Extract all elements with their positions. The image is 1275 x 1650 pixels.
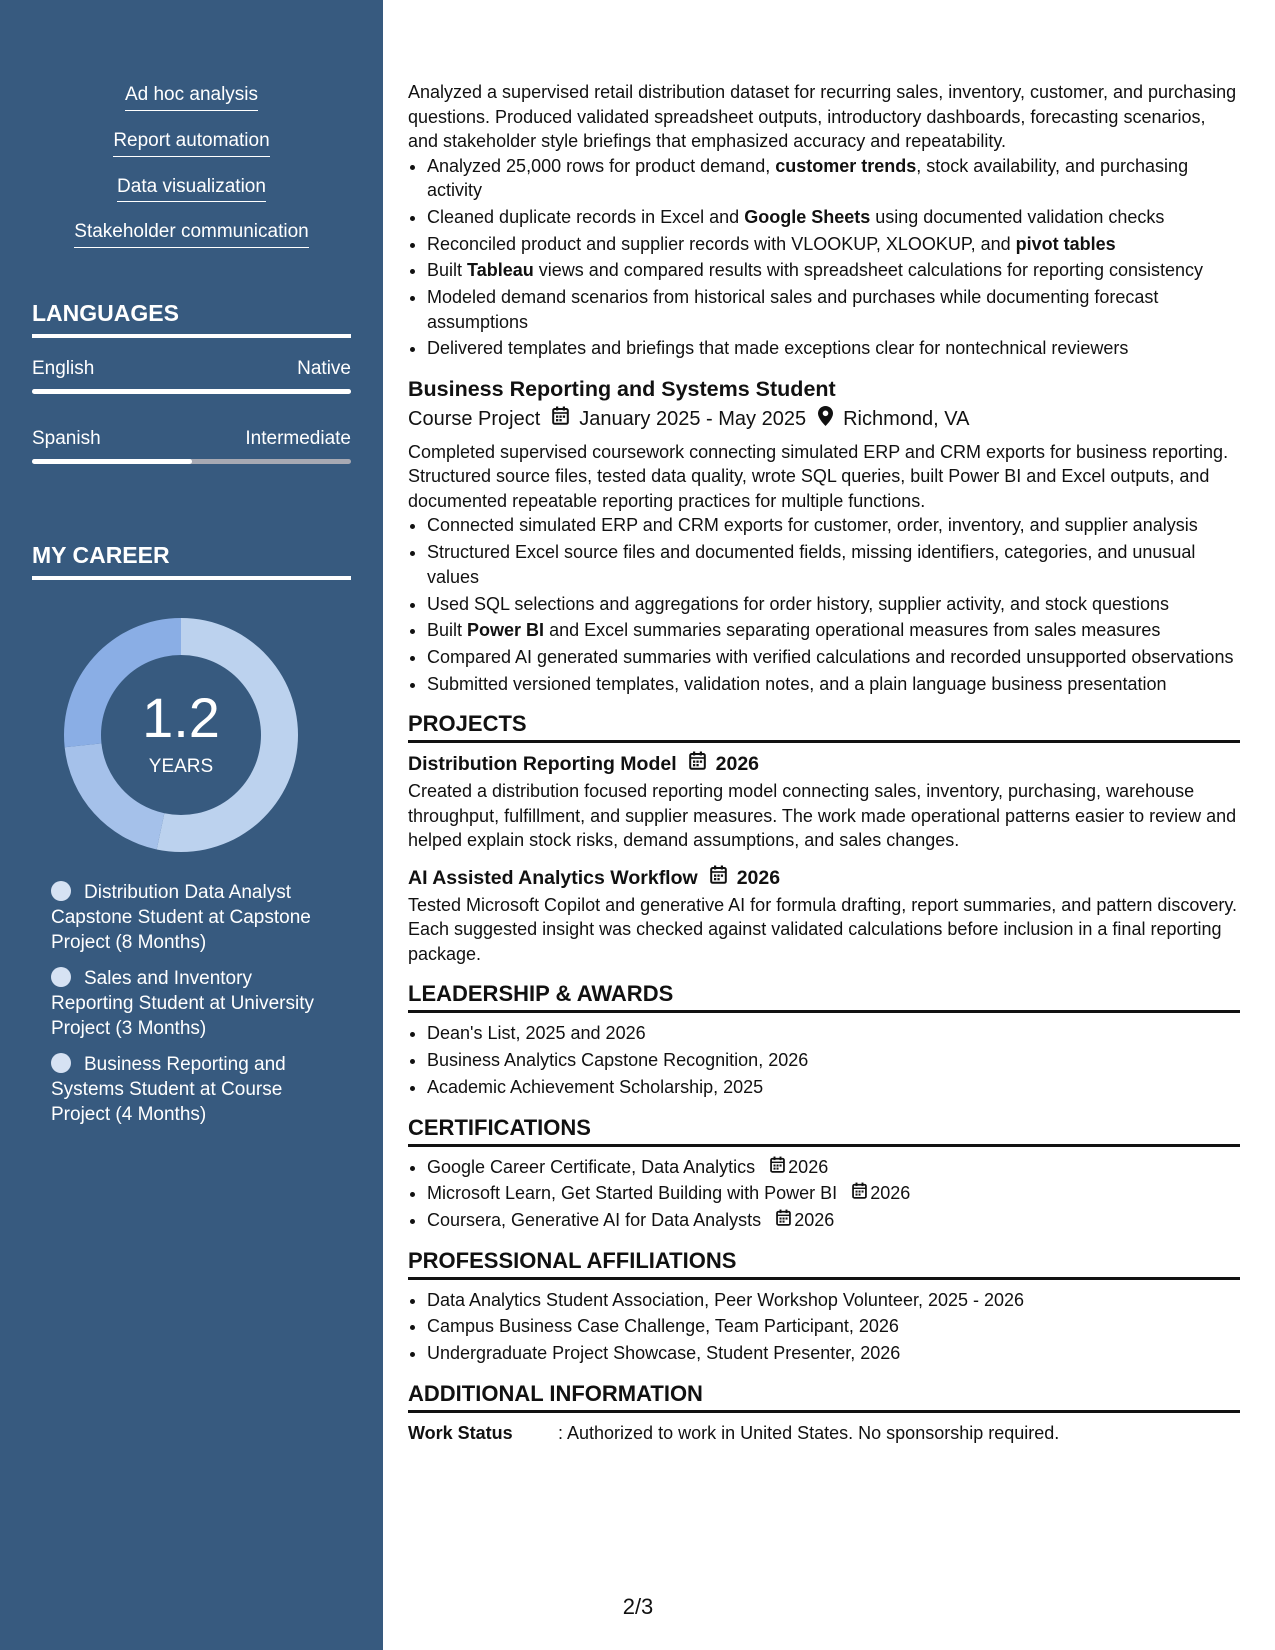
bullet-item: • Used SQL selections and aggregations for order history, supplier activity, and stock questions [427, 592, 1240, 617]
career-list [51, 880, 321, 1138]
experience-summary: Analyzed a supervised retail distribution dataset for recurring sales, inventory, customer, and purchasing questions. Produced validated spreadsheet outputs, introductory dashboards, forecasting scenarios, and stakeholder style briefings that emphasized accuracy and repeatability. [408, 82, 1237, 151]
bullet-item: • Submitted versioned templates, validation notes, and a plain language business presentation [427, 672, 1240, 697]
bullet-item: • Built Tableau views and compared results with spreadsheet calculations for reporting consistency [427, 258, 1240, 283]
experience-meta [408, 406, 1240, 433]
certification-item: • Google Career Certificate, Data Analytics 2026 [427, 1155, 1240, 1180]
skill-item: Data visualization [0, 176, 383, 203]
work-status-value: : Authorized to work in United States. No sponsorship required. [558, 1422, 1060, 1443]
calendar-icon [770, 1155, 785, 1180]
language-proficiency-bar [32, 459, 351, 464]
list-item: • Academic Achievement Scholarship, 2025 [427, 1075, 1240, 1100]
skill-item: Report automation [0, 130, 383, 157]
skill-item: Stakeholder communication [0, 221, 383, 248]
bullet-dot-icon [51, 1053, 71, 1073]
bullet-item: • Analyzed 25,000 rows for product demand, customer trends, stock availability, and purchasing activity [427, 154, 1240, 203]
skill-item: Ad hoc analysis [0, 84, 383, 111]
calendar-icon [552, 406, 569, 432]
career-item: Sales and Inventory Reporting Student at University Project (3 Months) [51, 968, 314, 1039]
language-proficiency-fill [32, 459, 192, 464]
experience-org: Course Project [408, 408, 541, 431]
calendar-icon [776, 1208, 791, 1233]
projects-heading: PROJECTS [408, 710, 1240, 743]
leadership-list [408, 1021, 1240, 1099]
language-level: Intermediate [245, 428, 351, 449]
leadership-heading: LEADERSHIP & AWARDS [408, 980, 1240, 1013]
bullet-item: • Delivered templates and briefings that made exceptions clear for nontechnical reviewers [427, 336, 1240, 361]
certifications-heading: CERTIFICATIONS [408, 1114, 1240, 1147]
project-description: Created a distribution focused reporting model connecting sales, inventory, purchasing, warehouse throughput, fulfillment, and supplier measures. The work made operational patterns easier to review and helped explain stock risks, demand assumptions, and sales changes. [408, 781, 1237, 851]
bullet-item: • Modeled demand scenarios from historical sales and purchases while documenting forecast assumptions [427, 285, 1240, 334]
calendar-icon [689, 751, 706, 777]
project-year: 2026 [736, 866, 781, 889]
list-item: • Undergraduate Project Showcase, Student Presenter, 2026 [427, 1341, 1240, 1366]
bullet-item: • Compared AI generated summaries with verified calculations and recorded unsupported observations [427, 645, 1240, 670]
career-item: Distribution Data Analyst Capstone Student at Capstone Project (8 Months) [51, 882, 311, 953]
language-level: Native [297, 358, 351, 379]
career-item: Business Reporting and Systems Student at Course Project (4 Months) [51, 1054, 286, 1125]
bullet-item: • Cleaned duplicate records in Excel and Google Sheets using documented validation checks [427, 205, 1240, 230]
language-row [32, 358, 351, 380]
skills-list [0, 84, 383, 267]
calendar-icon [852, 1181, 867, 1206]
project-description: Tested Microsoft Copilot and generative AI for formula drafting, report summaries, and pattern discovery. Each suggested insight was checked against validated calculations before inclusion in a final reporting package. [408, 894, 1238, 964]
location-pin-icon [818, 406, 833, 433]
project-title: AI Assisted Analytics Workflow 2026 [408, 866, 781, 889]
bullet-item: • Connected simulated ERP and CRM exports for customer, order, inventory, and supplier analysis [427, 513, 1240, 538]
certification-year: 2026 [870, 1183, 911, 1204]
certification-item: • Microsoft Learn, Get Started Building with Power BI 2026 [427, 1181, 1240, 1206]
language-row [32, 428, 351, 450]
languages-heading: LANGUAGES [32, 300, 351, 338]
career-heading: MY CAREER [32, 542, 351, 580]
certification-item: • Coursera, Generative AI for Data Analysts 2026 [427, 1208, 1240, 1233]
list-item: • Business Analytics Capstone Recognition, 2026 [427, 1048, 1240, 1073]
list-item: • Campus Business Case Challenge, Team Participant, 2026 [427, 1314, 1240, 1339]
language-proficiency-fill [32, 389, 351, 394]
language-proficiency-bar [32, 389, 351, 394]
bullet-item: • Structured Excel source files and documented fields, missing identifiers, categories, and unusual values [427, 540, 1240, 589]
experience-location: Richmond, VA [843, 408, 970, 431]
career-total-unit: YEARS [148, 756, 214, 777]
experience-bullets [408, 513, 1240, 696]
list-item: • Data Analytics Student Association, Peer Workshop Volunteer, 2025 - 2026 [427, 1288, 1240, 1313]
certification-year: 2026 [788, 1156, 829, 1177]
sidebar [0, 0, 383, 1650]
experience-dates: January 2025 - May 2025 [579, 408, 807, 431]
work-status-label: Work Status [408, 1422, 513, 1443]
experience-title: Business Reporting and Systems Student [408, 376, 836, 401]
certifications-list [408, 1155, 1240, 1233]
experience-bullets [408, 154, 1240, 361]
affiliations-heading: PROFESSIONAL AFFILIATIONS [408, 1247, 1240, 1280]
certification-year: 2026 [794, 1210, 835, 1231]
list-item: • Dean's List, 2025 and 2026 [427, 1021, 1240, 1046]
project-year: 2026 [715, 753, 760, 776]
page-number: 2/3 [622, 1594, 654, 1619]
additional-heading: ADDITIONAL INFORMATION [408, 1380, 1240, 1413]
affiliations-list [408, 1288, 1240, 1366]
language-name: Spanish [32, 428, 101, 449]
work-status-row [408, 1421, 1240, 1445]
calendar-icon [710, 865, 727, 891]
bullet-dot-icon [51, 967, 71, 987]
bullet-dot-icon [51, 881, 71, 901]
bullet-item: • Reconciled product and supplier records with VLOOKUP, XLOOKUP, and pivot tables [427, 232, 1240, 257]
career-donut-chart [64, 618, 298, 852]
bullet-item: • Built Power BI and Excel summaries separating operational measures from sales measures [427, 618, 1240, 643]
main-content [408, 80, 1240, 1445]
project-title: Distribution Reporting Model 2026 [408, 753, 760, 776]
experience-summary: Completed supervised coursework connecting simulated ERP and CRM exports for business reporting. Structured source files, tested data quality, wrote SQL queries, built Power BI and Excel outputs, and documented repeatable reporting practices for multiple functions. [408, 441, 1229, 511]
career-total-years: 1.2 [142, 686, 220, 749]
language-name: English [32, 358, 95, 379]
